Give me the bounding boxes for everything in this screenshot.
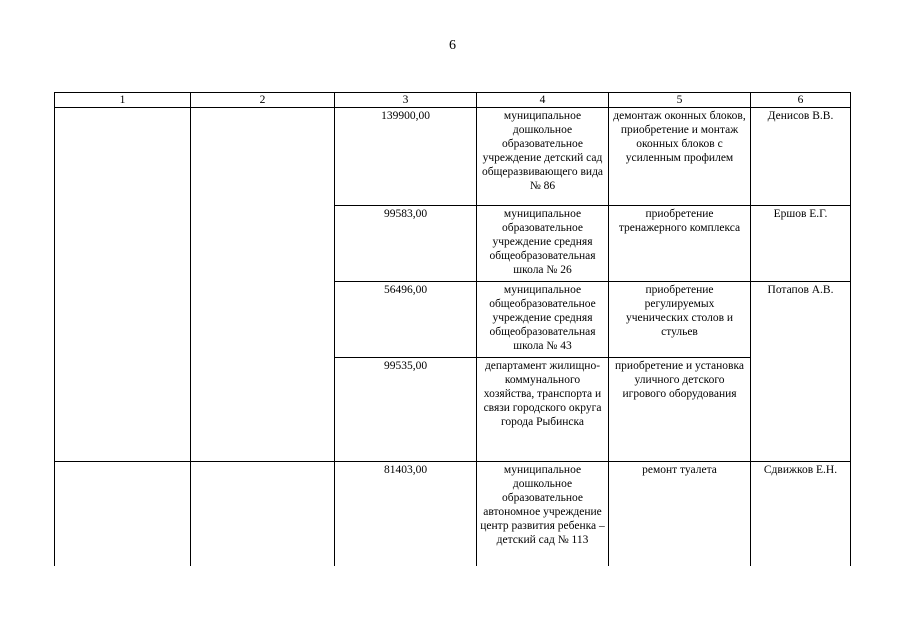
amount-cell: 99583,00 bbox=[335, 206, 477, 282]
purpose-cell: приобретение тренажерного комплекса bbox=[609, 206, 751, 282]
responsible-cell: Денисов В.В. bbox=[751, 108, 851, 206]
amount-cell: 56496,00 bbox=[335, 282, 477, 358]
header-cell-2: 2 bbox=[191, 93, 335, 108]
header-cell-5: 5 bbox=[609, 93, 751, 108]
institution-cell: муниципальное дошкольное образовательное учреждение детский сад общеразвивающего вида № 86 bbox=[477, 108, 609, 206]
purpose-cell: приобретение и установка уличного детского игрового оборудования bbox=[609, 358, 751, 462]
group-col1-cell bbox=[55, 108, 191, 462]
group-col2-cell bbox=[191, 108, 335, 462]
responsible-cell: Сдвижков Е.Н. bbox=[751, 462, 851, 566]
purpose-cell: ремонт туалета bbox=[609, 462, 751, 566]
amount-cell: 81403,00 bbox=[335, 462, 477, 566]
purpose-cell: демонтаж оконных блоков, приобретение и монтаж оконных блоков с усиленным профилем bbox=[609, 108, 751, 206]
group-col2-cell bbox=[191, 462, 335, 566]
responsible-cell: Ершов Е.Г. bbox=[751, 206, 851, 282]
page-number: 6 bbox=[449, 38, 456, 53]
header-row bbox=[55, 93, 851, 108]
institution-cell: департамент жилищно-коммунального хозяйства, транспорта и связи городского округа города Рыбинска bbox=[477, 358, 609, 462]
header-cell-3: 3 bbox=[335, 93, 477, 108]
header-cell-4: 4 bbox=[477, 93, 609, 108]
institution-cell: муниципальное дошкольное образовательное автономное учреждение центр развития ребенка – детский сад № 113 bbox=[477, 462, 609, 566]
table-row bbox=[55, 462, 851, 566]
amount-cell: 99535,00 bbox=[335, 358, 477, 462]
amount-cell: 139900,00 bbox=[335, 108, 477, 206]
header-cell-6: 6 bbox=[751, 93, 851, 108]
institution-cell: муниципальное образовательное учреждение средняя общеобразовательная школа № 26 bbox=[477, 206, 609, 282]
institution-cell: муниципальное общеобразовательное учреждение средняя общеобразовательная школа № 43 bbox=[477, 282, 609, 358]
group-col1-cell bbox=[55, 462, 191, 566]
responsible-cell: Потапов А.В. bbox=[751, 282, 851, 462]
header-cell-1: 1 bbox=[55, 93, 191, 108]
allocation-table bbox=[54, 92, 851, 566]
table-row bbox=[55, 108, 851, 206]
purpose-cell: приобретение регулируемых ученических столов и стульев bbox=[609, 282, 751, 358]
